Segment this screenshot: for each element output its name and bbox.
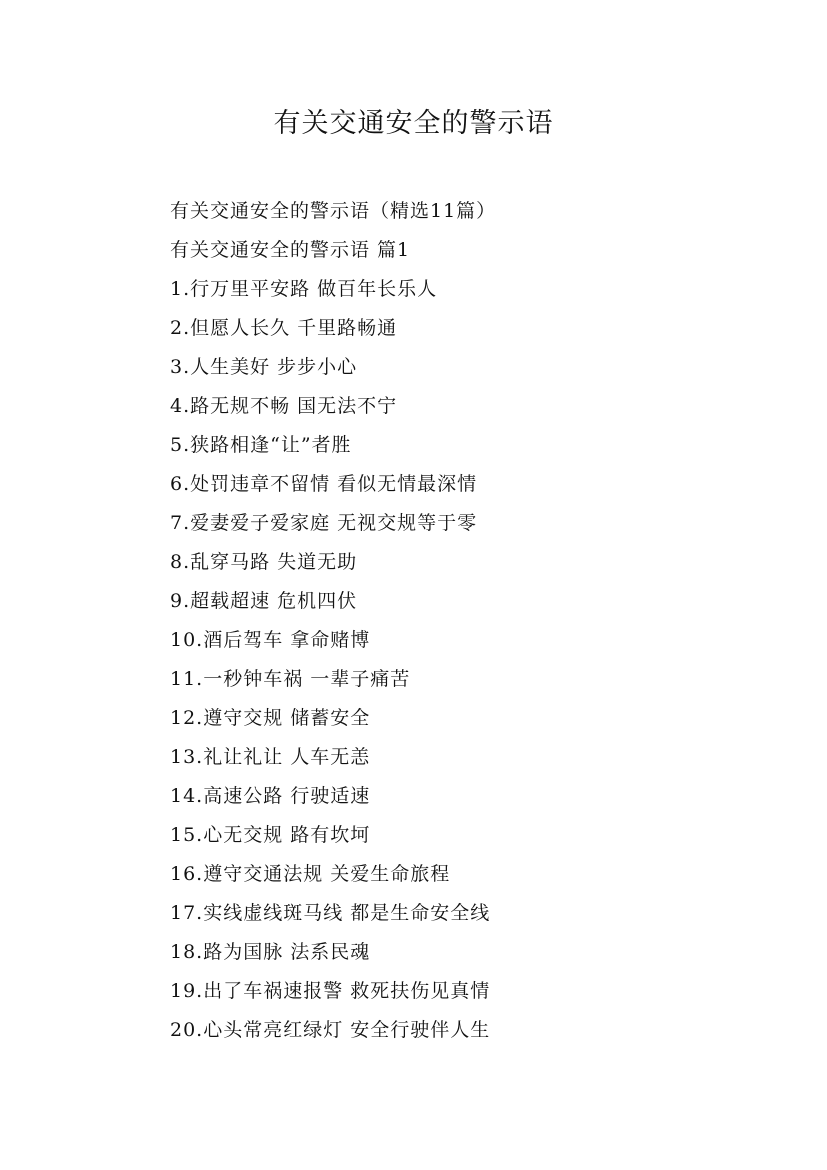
list-item: 14.高速公路 行驶适速 bbox=[170, 785, 371, 807]
list-item: 17.实线虚线斑马线 都是生命安全线 bbox=[170, 902, 491, 924]
list-item: 5.狭路相逢“让”者胜 bbox=[170, 434, 352, 456]
list-item: 11.一秒钟车祸 一辈子痛苦 bbox=[170, 668, 411, 690]
list-item: 3.人生美好 步步小心 bbox=[170, 356, 358, 378]
list-item: 1.行万里平安路 做百年长乐人 bbox=[170, 278, 438, 300]
list-item: 13.礼让礼让 人车无恙 bbox=[170, 746, 371, 768]
list-item: 7.爱妻爱子爱家庭 无视交规等于零 bbox=[170, 512, 478, 534]
list-item: 8.乱穿马路 失道无助 bbox=[170, 551, 358, 573]
list-item: 16.遵守交通法规 关爱生命旅程 bbox=[170, 863, 451, 885]
document-subtitle: 有关交通安全的警示语（精选11篇） bbox=[170, 200, 497, 222]
slogan-list bbox=[170, 270, 770, 1050]
list-item: 9.超载超速 危机四伏 bbox=[170, 590, 358, 612]
list-item: 15.心无交规 路有坎坷 bbox=[170, 824, 371, 846]
list-item: 19.出了车祸速报警 救死扶伤见真情 bbox=[170, 980, 491, 1002]
document-body bbox=[170, 192, 770, 1050]
list-item: 6.处罚违章不留情 看似无情最深情 bbox=[170, 473, 478, 495]
page-title: 有关交通安全的警示语 bbox=[273, 108, 554, 139]
list-item: 10.酒后驾车 拿命赌博 bbox=[170, 629, 371, 651]
list-item: 4.路无规不畅 国无法不宁 bbox=[170, 395, 398, 417]
list-item: 20.心头常亮红绿灯 安全行驶伴人生 bbox=[170, 1019, 491, 1041]
list-item: 12.遵守交规 储蓄安全 bbox=[170, 707, 371, 729]
list-item: 2.但愿人长久 千里路畅通 bbox=[170, 317, 398, 339]
section-heading: 有关交通安全的警示语 篇1 bbox=[170, 239, 411, 261]
list-item: 18.路为国脉 法系民魂 bbox=[170, 941, 371, 963]
